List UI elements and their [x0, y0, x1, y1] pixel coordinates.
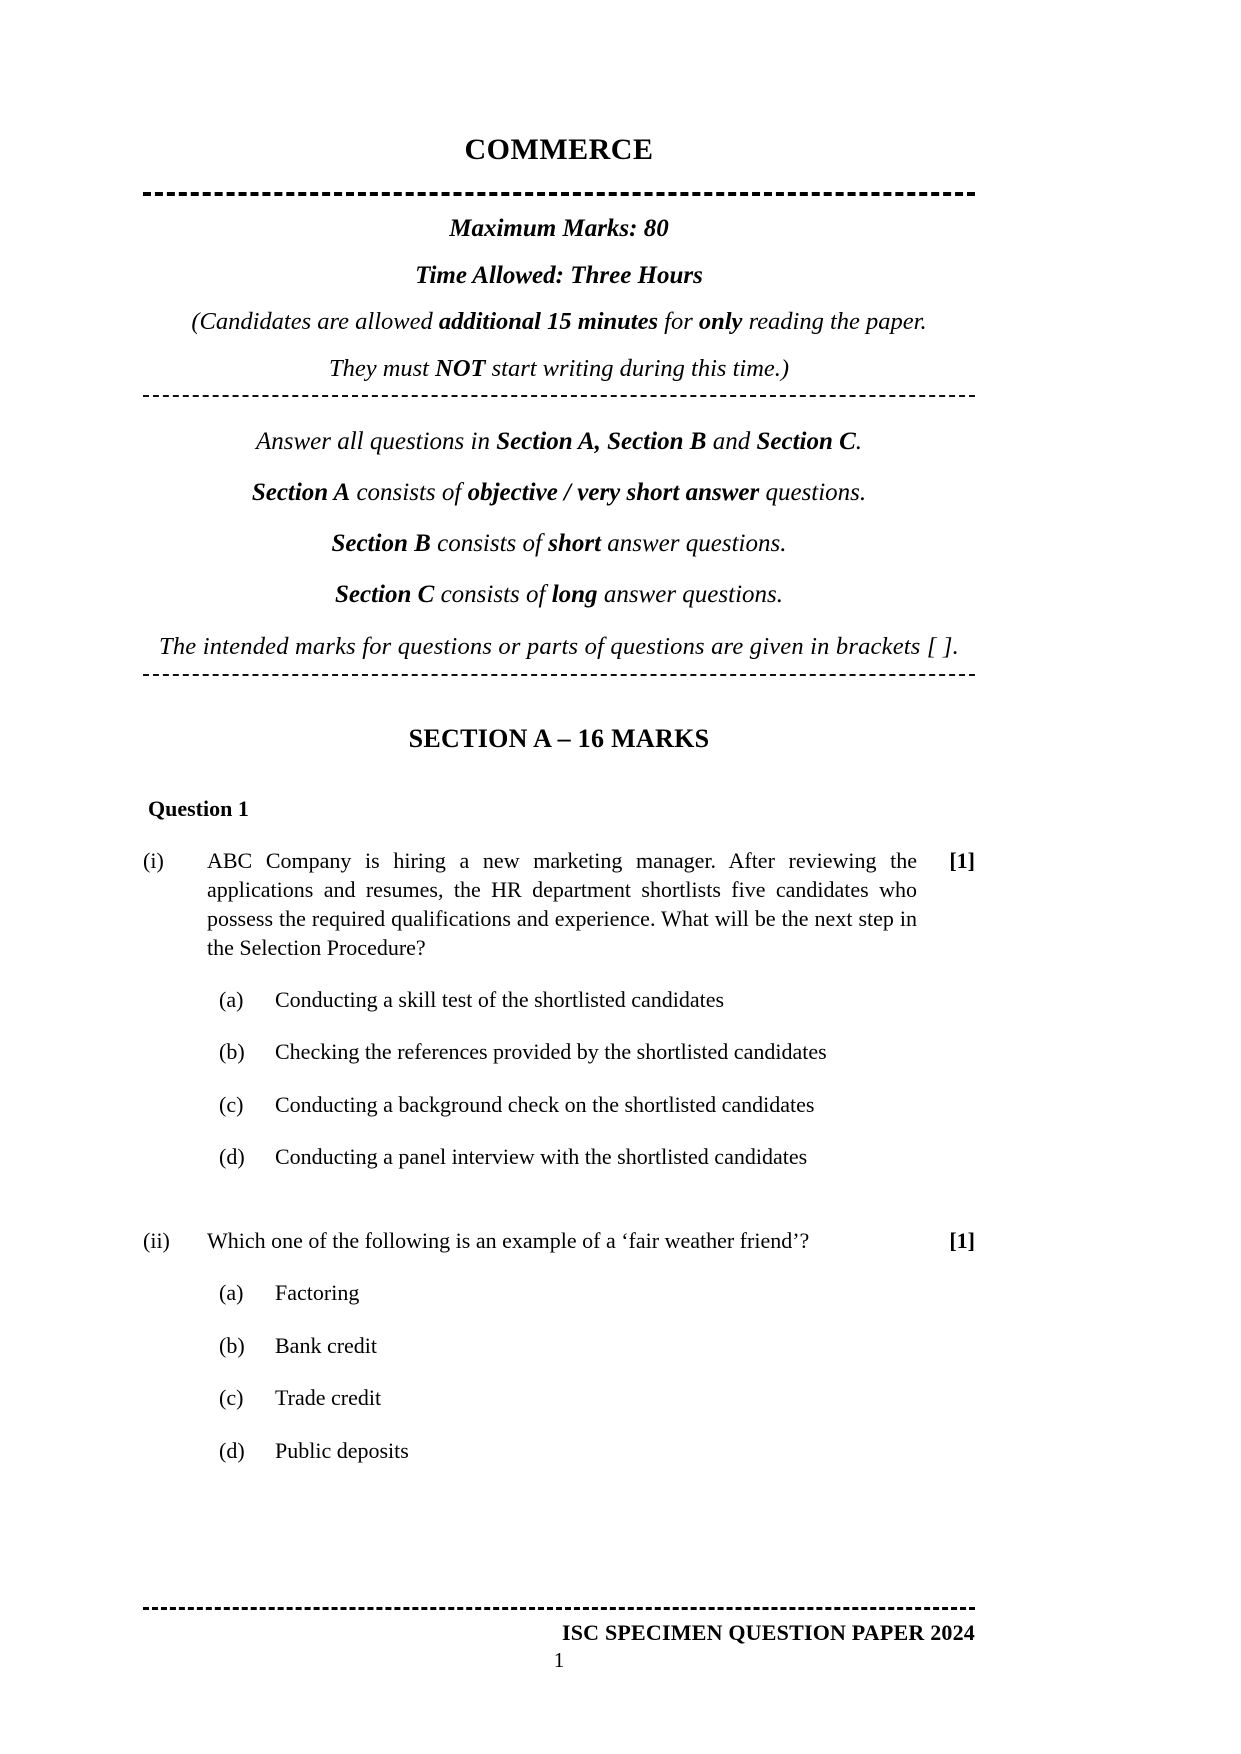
option-text: Conducting a background check on the shortlisted candidates	[275, 1091, 815, 1117]
section-b-part-2: consists of	[430, 530, 549, 557]
reading-instruction-line-2	[143, 354, 975, 382]
section-a-part-4: questions.	[759, 479, 867, 506]
section-b-description	[143, 531, 975, 556]
question-part-ii	[143, 1226, 975, 1255]
option-letter: (b)	[219, 1332, 245, 1358]
reading2-text-part-1: They must	[328, 354, 436, 382]
question-part-ii-options	[143, 1279, 975, 1465]
reading2-text-part-2: NOT	[435, 354, 486, 382]
option-letter: (c)	[219, 1385, 244, 1411]
reading-text-part-4: only	[698, 308, 743, 335]
reading2-text-part-3: start writing during this time.)	[485, 354, 790, 382]
option-letter: (d)	[219, 1437, 245, 1463]
section-c-label: Section C	[335, 581, 435, 608]
divider-heavy-top	[143, 192, 975, 196]
exam-header-info	[143, 216, 975, 381]
option-letter: (d)	[219, 1144, 245, 1170]
divider-thin-upper	[143, 395, 975, 397]
reading-text-part-5: reading the paper.	[742, 308, 927, 335]
option-text: Conducting a panel interview with the shortlisted candidates	[275, 1144, 808, 1170]
option-item[interactable]	[219, 1437, 975, 1466]
option-text: Trade credit	[275, 1385, 382, 1411]
section-c-description	[143, 582, 975, 607]
question-1-label: Question 1	[148, 795, 249, 821]
option-item[interactable]	[219, 1091, 975, 1120]
section-a-heading: SECTION A – 16 MARKS	[408, 723, 710, 753]
footer-page-number: 1	[553, 1648, 565, 1672]
reading-text-part-3: for	[658, 308, 699, 335]
reading-instruction-line-1	[143, 310, 975, 335]
option-item[interactable]	[219, 1332, 975, 1361]
section-c-part-3: long	[551, 581, 598, 608]
answer-all-part-5: .	[855, 428, 863, 455]
intended-marks-note: The intended marks for questions or parts of questions are given in brackets [ ].	[159, 633, 959, 660]
section-a-description	[143, 480, 975, 505]
option-text: Factoring	[275, 1280, 360, 1306]
answer-all-part-4: Section C	[756, 428, 856, 455]
section-b-part-3: short	[548, 530, 602, 557]
option-letter: (a)	[219, 1280, 244, 1306]
option-item[interactable]	[219, 986, 975, 1015]
time-allowed-text: Time Allowed: Three Hours	[415, 262, 703, 289]
question-part-marks: [1]	[949, 1228, 975, 1253]
option-letter: (c)	[219, 1091, 244, 1117]
option-item[interactable]	[219, 1384, 975, 1413]
option-letter: (a)	[219, 986, 244, 1012]
option-item[interactable]	[219, 1143, 975, 1172]
question-part-text: Which one of the following is an example of a ‘fair weather friend’?	[207, 1228, 810, 1253]
option-letter: (b)	[219, 1039, 245, 1065]
section-a-label: Section A	[251, 479, 351, 506]
option-text: Public deposits	[275, 1437, 409, 1463]
section-b-label: Section B	[331, 530, 431, 557]
option-text: Checking the references provided by the shortlisted candidates	[275, 1039, 827, 1065]
section-c-part-4: answer questions.	[597, 581, 783, 608]
option-text: Conducting a skill test of the shortlisted candidates	[275, 986, 725, 1012]
maximum-marks-line	[143, 216, 975, 241]
page-title: COMMERCE	[464, 133, 654, 166]
page-footer	[143, 1607, 975, 1673]
section-a-part-2: consists of	[350, 479, 468, 506]
time-allowed-line	[143, 263, 975, 288]
maximum-marks-text: Maximum Marks: 80	[449, 215, 669, 242]
reading-text-part-1: (Candidates are allowed	[191, 308, 439, 335]
divider-thin-lower	[143, 674, 975, 676]
answer-all-part-3: and	[706, 428, 757, 455]
reading-text-part-2: additional 15 minutes	[438, 308, 659, 335]
divider-footer	[143, 1607, 975, 1610]
page-content	[143, 0, 975, 1465]
section-b-part-4: answer questions.	[601, 530, 787, 557]
option-text: Bank credit	[275, 1332, 378, 1358]
section-a-part-3: objective / very short answer	[467, 479, 760, 506]
question-part-text: ABC Company is hiring a new marketing manager. After reviewing the applications and resumes, the HR department shortlists five candidates who possess the required qualifications and experience. What will be the next step in the Selection Procedure?	[207, 847, 917, 960]
section-instructions	[143, 429, 975, 660]
question-part-number: (ii)	[143, 1228, 170, 1253]
question-part-number: (i)	[143, 847, 164, 873]
question-spacer	[143, 1172, 975, 1200]
section-c-part-2: consists of	[434, 581, 552, 608]
answer-all-line	[143, 429, 975, 454]
answer-all-part-2: Section A, Section B	[496, 428, 707, 455]
option-item[interactable]	[219, 1279, 975, 1308]
question-part-i	[143, 846, 975, 962]
footer-paper-name: ISC SPECIMEN QUESTION PAPER 2024	[561, 1620, 975, 1645]
question-part-marks: [1]	[949, 847, 975, 873]
option-item[interactable]	[219, 1038, 975, 1067]
answer-all-part-1: Answer all questions in	[255, 428, 497, 455]
question-part-i-options	[143, 986, 975, 1172]
